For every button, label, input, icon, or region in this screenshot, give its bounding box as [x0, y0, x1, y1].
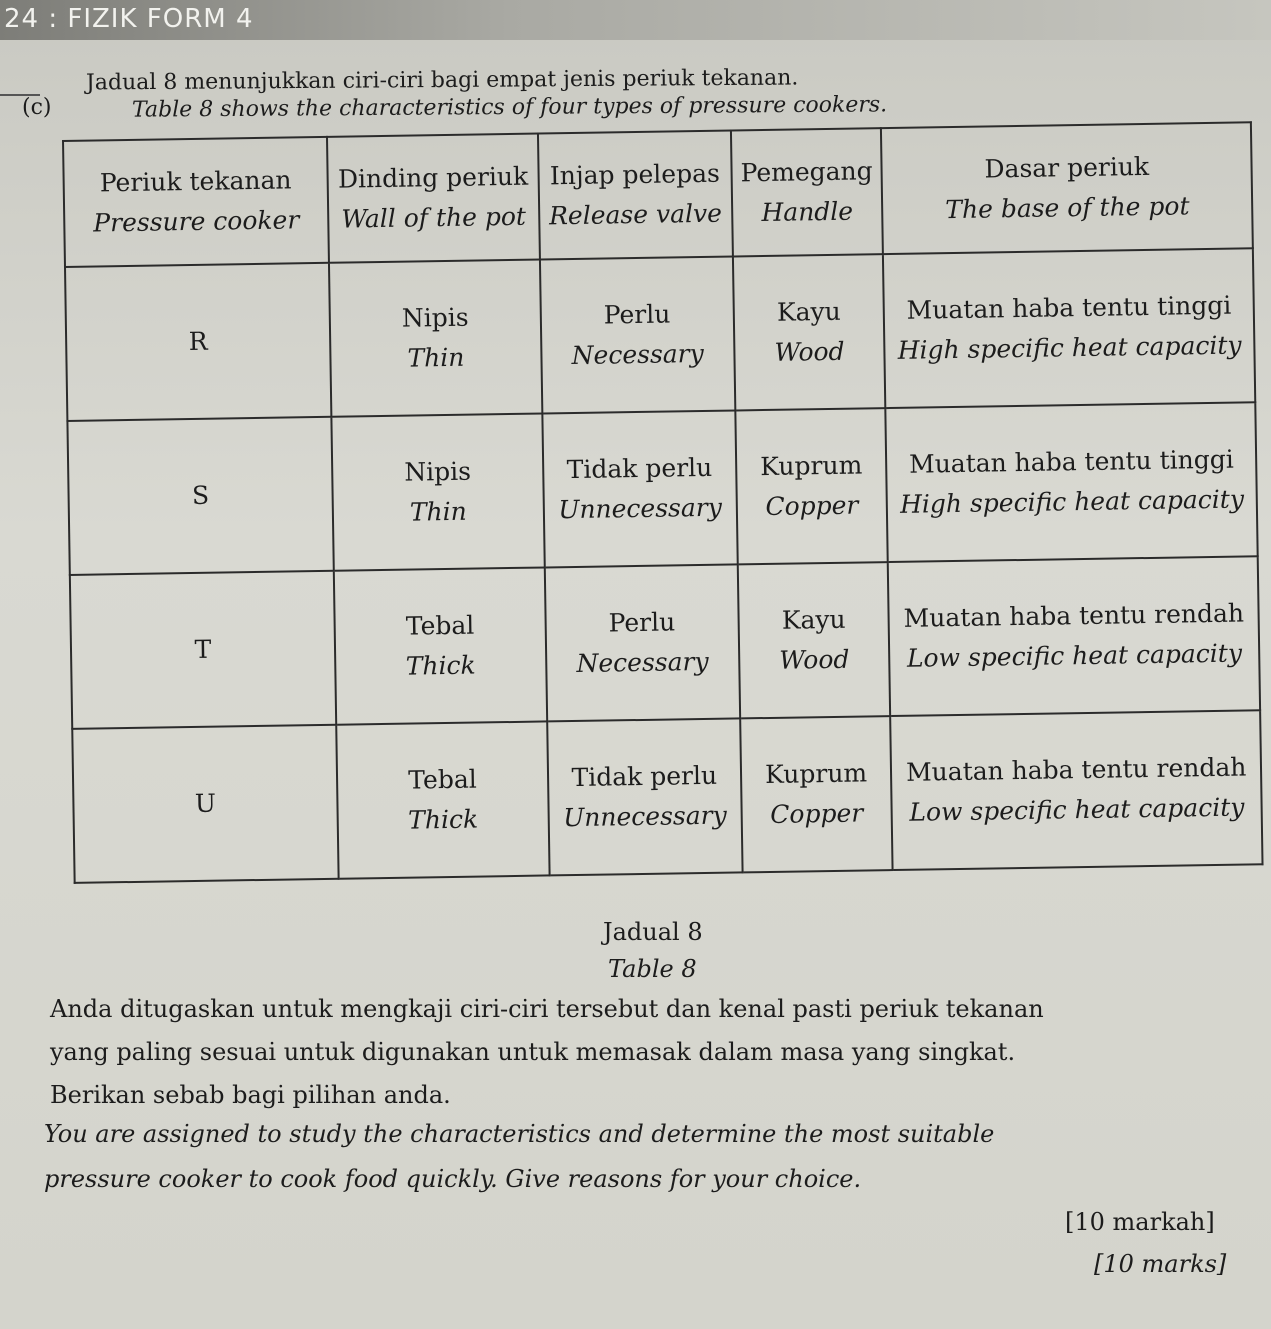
- base-cell: [888, 556, 1260, 716]
- cell-text-ms: Muatan haba tentu tinggi: [906, 290, 1232, 325]
- base-cell: [883, 248, 1255, 408]
- cell-text-en: Thick: [405, 650, 476, 681]
- table-row: [65, 248, 1255, 421]
- task-line: Berikan sebab bagi pilihan anda.: [50, 1081, 451, 1109]
- task-line: pressure cooker to cook food quickly. Give reasons for your choice.: [44, 1165, 862, 1193]
- header-label-ms: Dasar periuk: [984, 151, 1150, 184]
- table-caption-en: Table 8: [608, 955, 697, 983]
- cell-text-ms: Nipis: [404, 456, 472, 487]
- cell-text-en: Low specific heat capacity: [909, 792, 1245, 827]
- header-release-valve: [538, 130, 733, 259]
- handle-cell: [737, 562, 890, 718]
- question-intro-ms: Jadual 8 menunjukkan ciri-ciri bagi empat jenis periuk tekanan.: [85, 65, 799, 96]
- cell-text-ms: Tebal: [405, 610, 475, 641]
- wall-cell: [334, 567, 547, 724]
- header-label-ms: Pemegang: [740, 156, 873, 188]
- marks-en: [10 marks]: [1094, 1250, 1227, 1278]
- cell-text-ms: Tidak perlu: [571, 760, 718, 793]
- table-row: [72, 710, 1262, 883]
- cell-text-en: Copper: [765, 490, 859, 521]
- task-instructions-ms: [50, 988, 1230, 1117]
- header-handle: [731, 128, 884, 256]
- base-cell: [886, 402, 1258, 562]
- cell-text-ms: Perlu: [603, 299, 671, 330]
- characteristics-table-container: [62, 121, 1264, 884]
- header-label-en: Wall of the pot: [341, 201, 527, 234]
- cell-text-en: Wood: [774, 336, 845, 367]
- marks-ms: [10 markah]: [1065, 1208, 1215, 1236]
- cell-text-en: Necessary: [571, 338, 704, 371]
- cell-text-ms: Kayu: [781, 604, 846, 635]
- header-base: [881, 122, 1252, 254]
- cell-text-en: Unnecessary: [562, 800, 727, 833]
- cell-text-en: Low specific heat capacity: [906, 638, 1243, 673]
- cooker-id-cell: U: [72, 725, 338, 883]
- handle-cell: [740, 716, 893, 872]
- valve-cell: [547, 718, 742, 875]
- cell-text-en: Copper: [770, 798, 864, 829]
- cell-text-en: High specific heat capacity: [897, 330, 1242, 365]
- wall-cell: [336, 721, 549, 878]
- cell-text-ms: Kuprum: [764, 758, 868, 790]
- header-label-en: Handle: [761, 196, 854, 228]
- task-instructions-en: [44, 1112, 1234, 1202]
- handle-cell: [733, 254, 886, 410]
- table-row: [70, 556, 1260, 729]
- cell-text-ms: Muatan haba tentu tinggi: [908, 444, 1234, 479]
- task-line: yang paling sesuai untuk digunakan untuk memasak dalam masa yang singkat.: [50, 1038, 1016, 1066]
- cell-text-ms: Tidak perlu: [566, 452, 713, 485]
- handle-cell: [735, 408, 888, 564]
- cell-text-en: Thick: [407, 804, 479, 835]
- cell-text-ms: Perlu: [608, 607, 676, 638]
- table-caption-ms: Jadual 8: [603, 918, 703, 946]
- characteristics-table: [62, 121, 1264, 884]
- valve-cell: [542, 410, 737, 567]
- header-label-en: The base of the pot: [945, 191, 1190, 225]
- wall-cell: [329, 260, 542, 417]
- cell-text-en: High specific heat capacity: [899, 484, 1245, 519]
- cell-text-en: Thin: [407, 342, 465, 373]
- valve-cell: [540, 256, 735, 413]
- wall-cell: [331, 413, 544, 570]
- header-label-en: Release valve: [548, 198, 723, 231]
- header-wall: [327, 134, 540, 263]
- base-cell: [891, 710, 1263, 870]
- table-row: [67, 402, 1257, 575]
- cooker-id-cell: S: [67, 417, 333, 575]
- cell-text-ms: Kuprum: [760, 450, 863, 482]
- header-pressure-cooker: [63, 137, 329, 267]
- cell-text-ms: Nipis: [401, 302, 469, 333]
- header-label-ms: Dinding periuk: [337, 161, 529, 194]
- cell-text-en: Wood: [779, 644, 850, 675]
- cell-text-ms: Muatan haba tentu rendah: [905, 752, 1247, 787]
- cell-text-en: Necessary: [576, 646, 709, 678]
- valve-cell: [545, 564, 740, 721]
- cell-text-ms: Tebal: [408, 764, 477, 795]
- task-line: You are assigned to study the characteristics and determine the most suitable: [44, 1120, 995, 1148]
- question-label: (c): [22, 95, 52, 120]
- cooker-id-cell: R: [65, 263, 331, 421]
- header-label-ms: Injap pelepas: [549, 158, 721, 191]
- question-intro-en: Table 8 shows the characteristics of four types of pressure cookers.: [131, 92, 888, 123]
- cell-text-ms: Muatan haba tentu rendah: [903, 598, 1245, 633]
- cell-text-en: Unnecessary: [558, 492, 723, 525]
- task-line: Anda ditugaskan untuk mengkaji ciri-ciri tersebut dan kenal pasti periuk tekanan: [50, 995, 1044, 1023]
- header-label-en: Pressure cooker: [93, 205, 300, 238]
- cell-text-ms: Kayu: [776, 296, 841, 327]
- table-header-row: [63, 122, 1253, 267]
- header-label-ms: Periuk tekanan: [99, 165, 292, 198]
- cell-text-en: Thin: [409, 496, 467, 527]
- page-number: 24 : FIZIK FORM 4: [4, 4, 254, 34]
- cooker-id-cell: T: [70, 571, 336, 729]
